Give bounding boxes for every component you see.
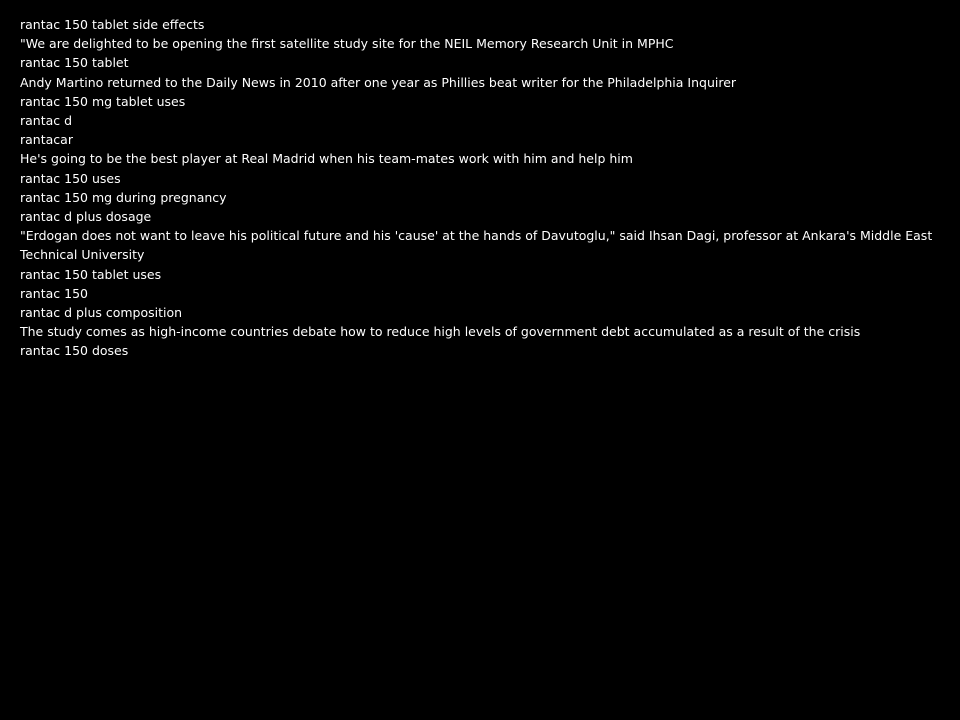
text-line-erdogan: "Erdogan does not want to leave his political future and his 'cause' at the hands of Davutoglu," said Ihsan Dagi, professor at Ankara's Middle East Technical University bbox=[20, 228, 933, 263]
link-rantac-150-mg-tablet-uses[interactable]: rantac 150 mg tablet uses bbox=[20, 93, 186, 109]
text-line-neil-memory-research: "We are delighted to be opening the first satellite study site for the NEIL Memory Research Unit in MPHC bbox=[20, 36, 674, 52]
text-list bbox=[20, 15, 940, 361]
link-rantac-150-tablet-side-effects[interactable]: rantac 150 tablet side effects bbox=[20, 17, 205, 32]
link-rantac-d-plus-composition[interactable]: rantac d plus composition bbox=[20, 305, 183, 321]
link-rantac-d-plus-dosage[interactable]: rantac d plus dosage bbox=[20, 209, 152, 225]
link-rantacar[interactable]: rantacar bbox=[20, 132, 73, 148]
link-rantac-150-doses[interactable]: rantac 150 doses bbox=[20, 343, 129, 359]
link-rantac-150[interactable]: rantac 150 bbox=[20, 285, 88, 301]
link-rantac-d[interactable]: rantac d bbox=[20, 113, 73, 129]
text-line-andy-martino: Andy Martino returned to the Daily News in 2010 after one year as Phillies beat writer for the Philadelphia Inquirer bbox=[20, 74, 737, 90]
link-rantac-150-tablet-uses[interactable]: rantac 150 tablet uses bbox=[20, 266, 162, 282]
link-rantac-150-tablet[interactable]: rantac 150 tablet bbox=[20, 55, 129, 71]
link-rantac-150-uses[interactable]: rantac 150 uses bbox=[20, 170, 121, 186]
link-rantac-150-mg-during-pregnancy[interactable]: rantac 150 mg during pregnancy bbox=[20, 189, 227, 205]
text-line-real-madrid: He's going to be the best player at Real Madrid when his team-mates work with him and help him bbox=[20, 151, 633, 167]
text-line-government-debt-study: The study comes as high-income countries debate how to reduce high levels of government debt accumulated as a result of the crisis bbox=[20, 324, 861, 340]
